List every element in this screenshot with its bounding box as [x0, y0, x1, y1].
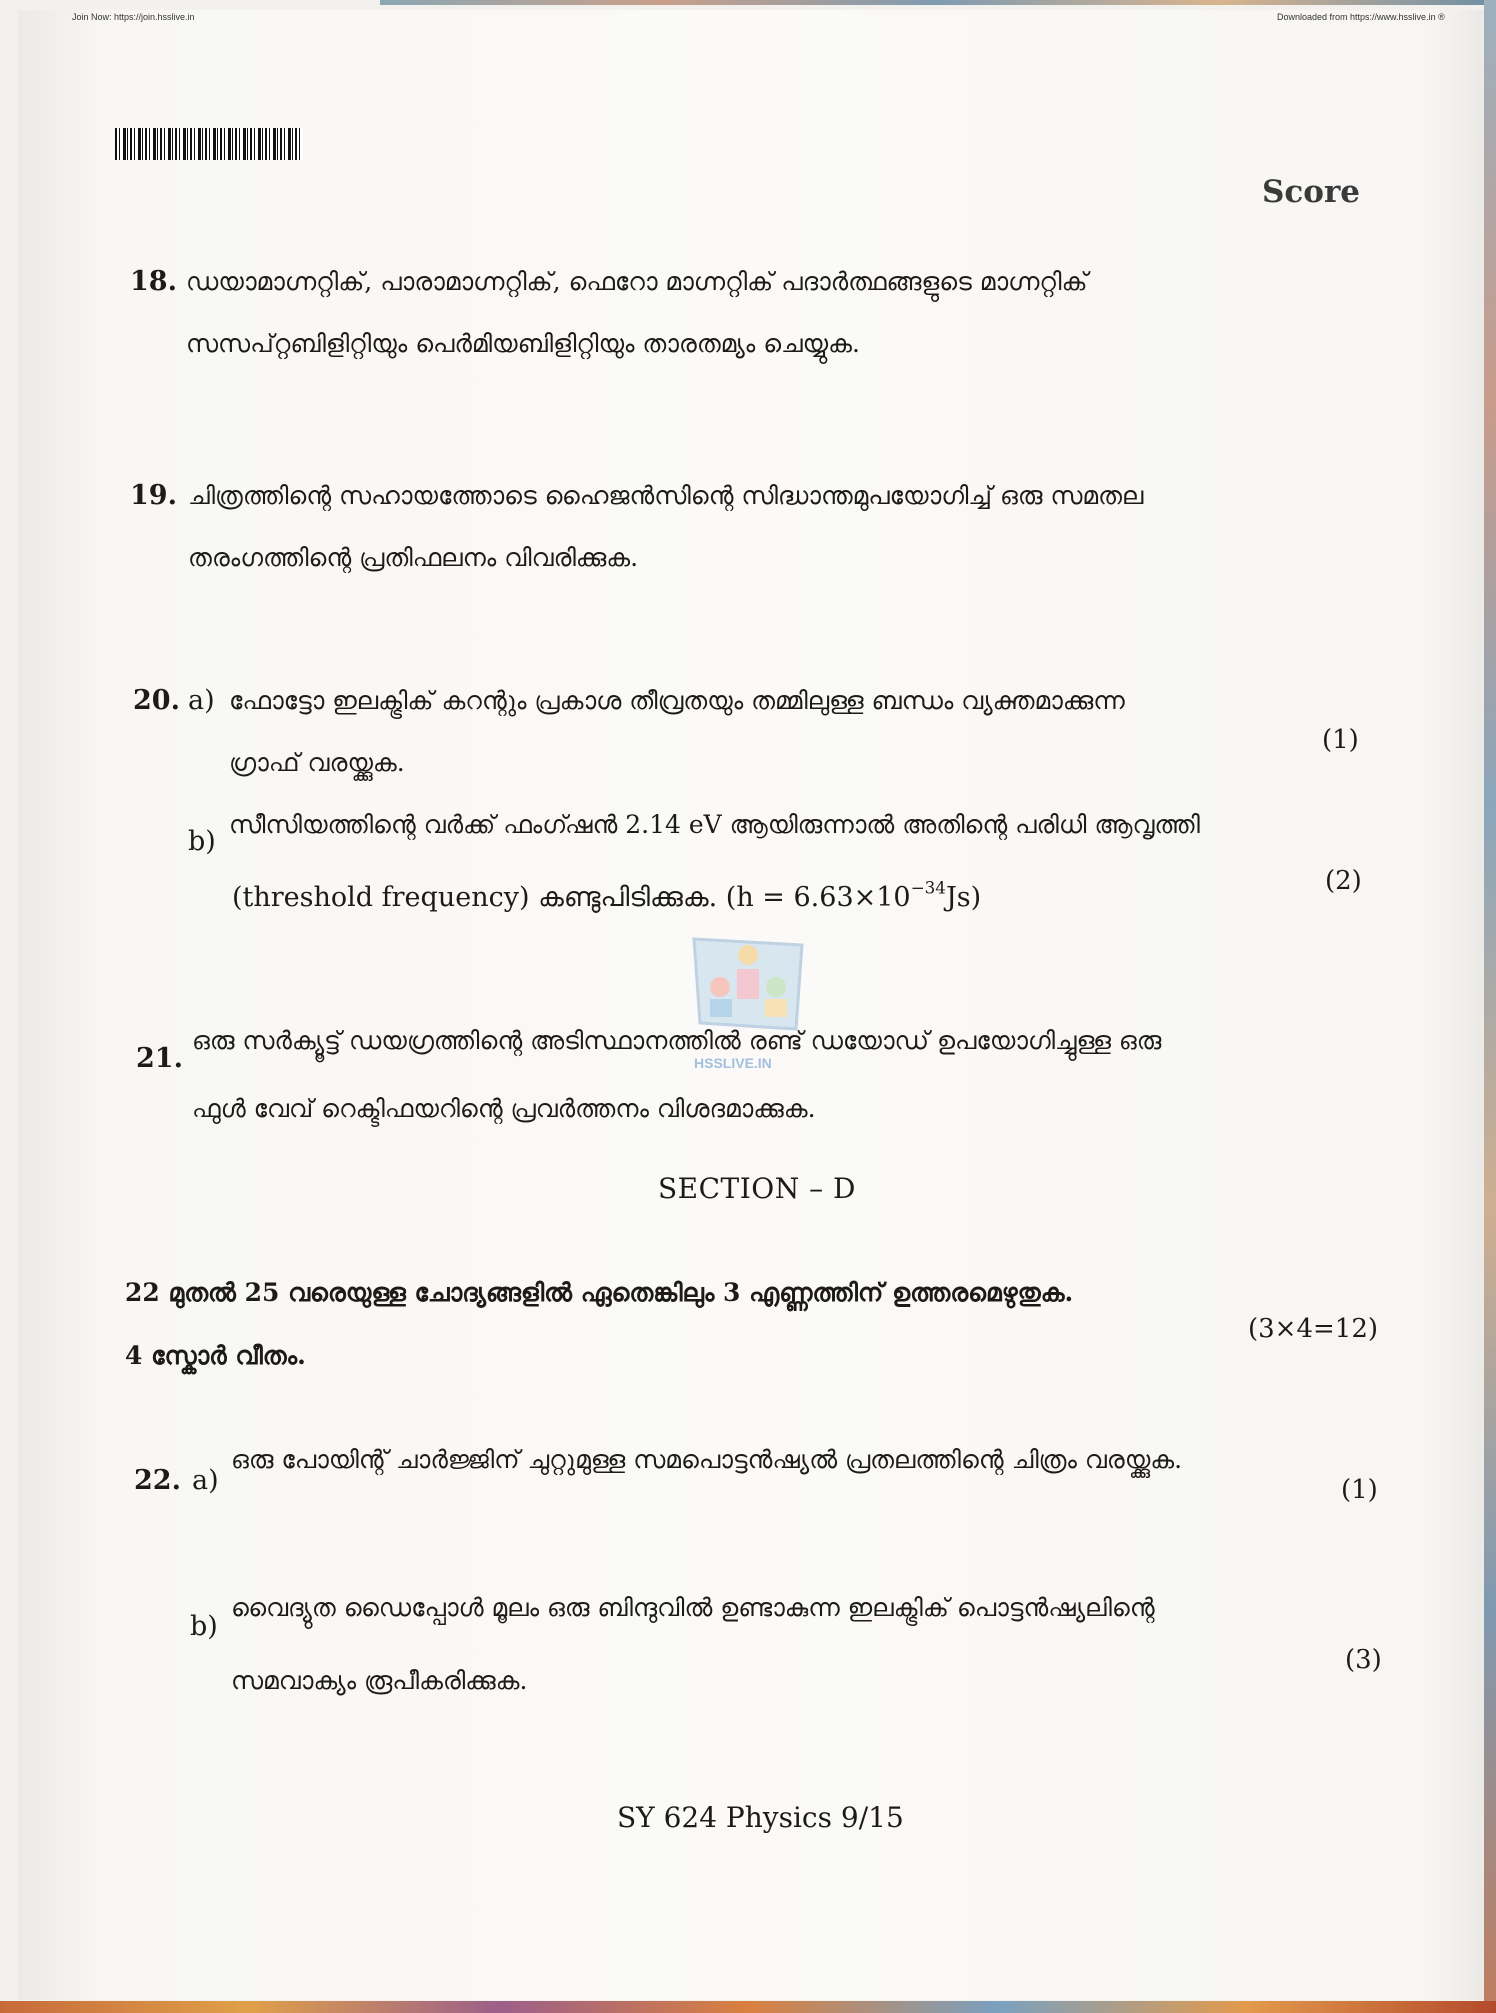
question-text: സമവാക്യം രൂപീകരിക്കുക. [231, 1666, 528, 1695]
header-join-link[interactable]: Join Now: https://join.hsslive.in [72, 12, 195, 22]
question-text: ഒരു സർക്യൂട്ട് ഡയഗ്രത്തിന്റെ അടിസ്ഥാനത്തിൽ രണ്ട് ഡയോഡ് ഉപയോഗിച്ചുള്ള ഒരു [192, 1026, 1162, 1055]
question-text: വൈദ്യുത ഡൈപ്പോൾ മൂലം ഒരു ബിന്ദുവിൽ ഉണ്ടാകുന്ന ഇലക്ട്രിക് പൊട്ടൻഷ്യലിന്റെ [231, 1593, 1155, 1622]
score-column-heading: Score [1262, 174, 1360, 210]
question-number: 22. [134, 1465, 181, 1496]
top-edge-decoration [380, 0, 1496, 5]
part-label: a) [192, 1465, 219, 1496]
question-text: (threshold frequency) കണ്ടുപിടിക്കുക. $(h = 6.63\times 10^{-34}Js)$ [232, 877, 982, 913]
section-title: SECTION – D [658, 1172, 856, 1205]
marks: (2) [1325, 866, 1362, 896]
question-text: ഡയാമാഗ്നറ്റിക്, പാരാമാഗ്നറ്റിക്, ഫെറോ മാഗ്നറ്റിക് പദാർത്ഥങ്ങളുടെ മാഗ്നറ്റിക് [186, 267, 1088, 296]
bottom-edge-decoration [0, 2001, 1496, 2013]
part-label: a) [188, 685, 215, 716]
question-number: 18. [130, 266, 177, 297]
marks: (3) [1345, 1645, 1382, 1675]
question-number: 20. [133, 685, 180, 716]
part-label: b) [188, 826, 216, 857]
header-download-source[interactable]: Downloaded from https://www.hsslive.in ® [1277, 12, 1445, 22]
question-text: ചിത്രത്തിന്റെ സഹായത്തോടെ ഹൈജൻസിന്റെ സിദ്ധാന്തമുപയോഗിച്ച് ഒരു സമതല [188, 481, 1144, 510]
right-edge-decoration [1484, 0, 1496, 2013]
section-instruction: 4 സ്കോർ വീതം. [125, 1341, 306, 1370]
marks: (1) [1322, 725, 1359, 755]
question-text: ഫോട്ടോ ഇലക്ട്രിക് കറന്റും പ്രകാശ തീവ്രതയും തമ്മിലുള്ള ബന്ധം വ്യക്തമാക്കുന്ന [229, 686, 1125, 715]
hsslive-logo-watermark [690, 935, 806, 1031]
question-text: തരംഗത്തിന്റെ പ്രതിഫലനം വിവരിക്കുക. [188, 543, 639, 572]
question-text: ഗ്രാഫ് വരയ്ക്കുക. [229, 748, 405, 777]
question-text: ഫുൾ വേവ് റെക്ടിഫയറിന്റെ പ്രവർത്തനം വിശദമാക്കുക. [192, 1094, 816, 1123]
barcode [115, 128, 303, 160]
marks: (1) [1341, 1475, 1378, 1505]
question-text: ഒരു പോയിന്റ് ചാർജ്ജിന് ചുറ്റുമുള്ള സമപൊട്ടൻഷ്യൽ പ്രതലത്തിന്റെ ചിത്രം വരയ്ക്കുക. [231, 1445, 1183, 1474]
question-number: 19. [130, 480, 177, 511]
part-label: b) [190, 1611, 218, 1642]
question-text: സസപ്റ്റബിളിറ്റിയും പെർമിയബിളിറ്റിയും താരതമ്യം ചെയ്യുക. [186, 329, 860, 358]
watermark-text: HSSLIVE.IN [694, 1055, 772, 1071]
page-footer: SY 624 Physics 9/15 [617, 1801, 904, 1834]
section-marks: (3×4=12) [1248, 1314, 1379, 1344]
question-text: സീസിയത്തിന്റെ വർക്ക് ഫംഗ്ഷൻ 2.14 eV ആയിരുന്നാൽ അതിന്റെ പരിധി ആവൃത്തി [229, 810, 1200, 839]
question-number: 21. [136, 1043, 183, 1074]
section-instruction: 22 മുതൽ 25 വരെയുള്ള ചോദ്യങ്ങളിൽ ഏതെങ്കിലും 3 എണ്ണത്തിന് ഉത്തരമെഴുതുക. [125, 1278, 1074, 1307]
